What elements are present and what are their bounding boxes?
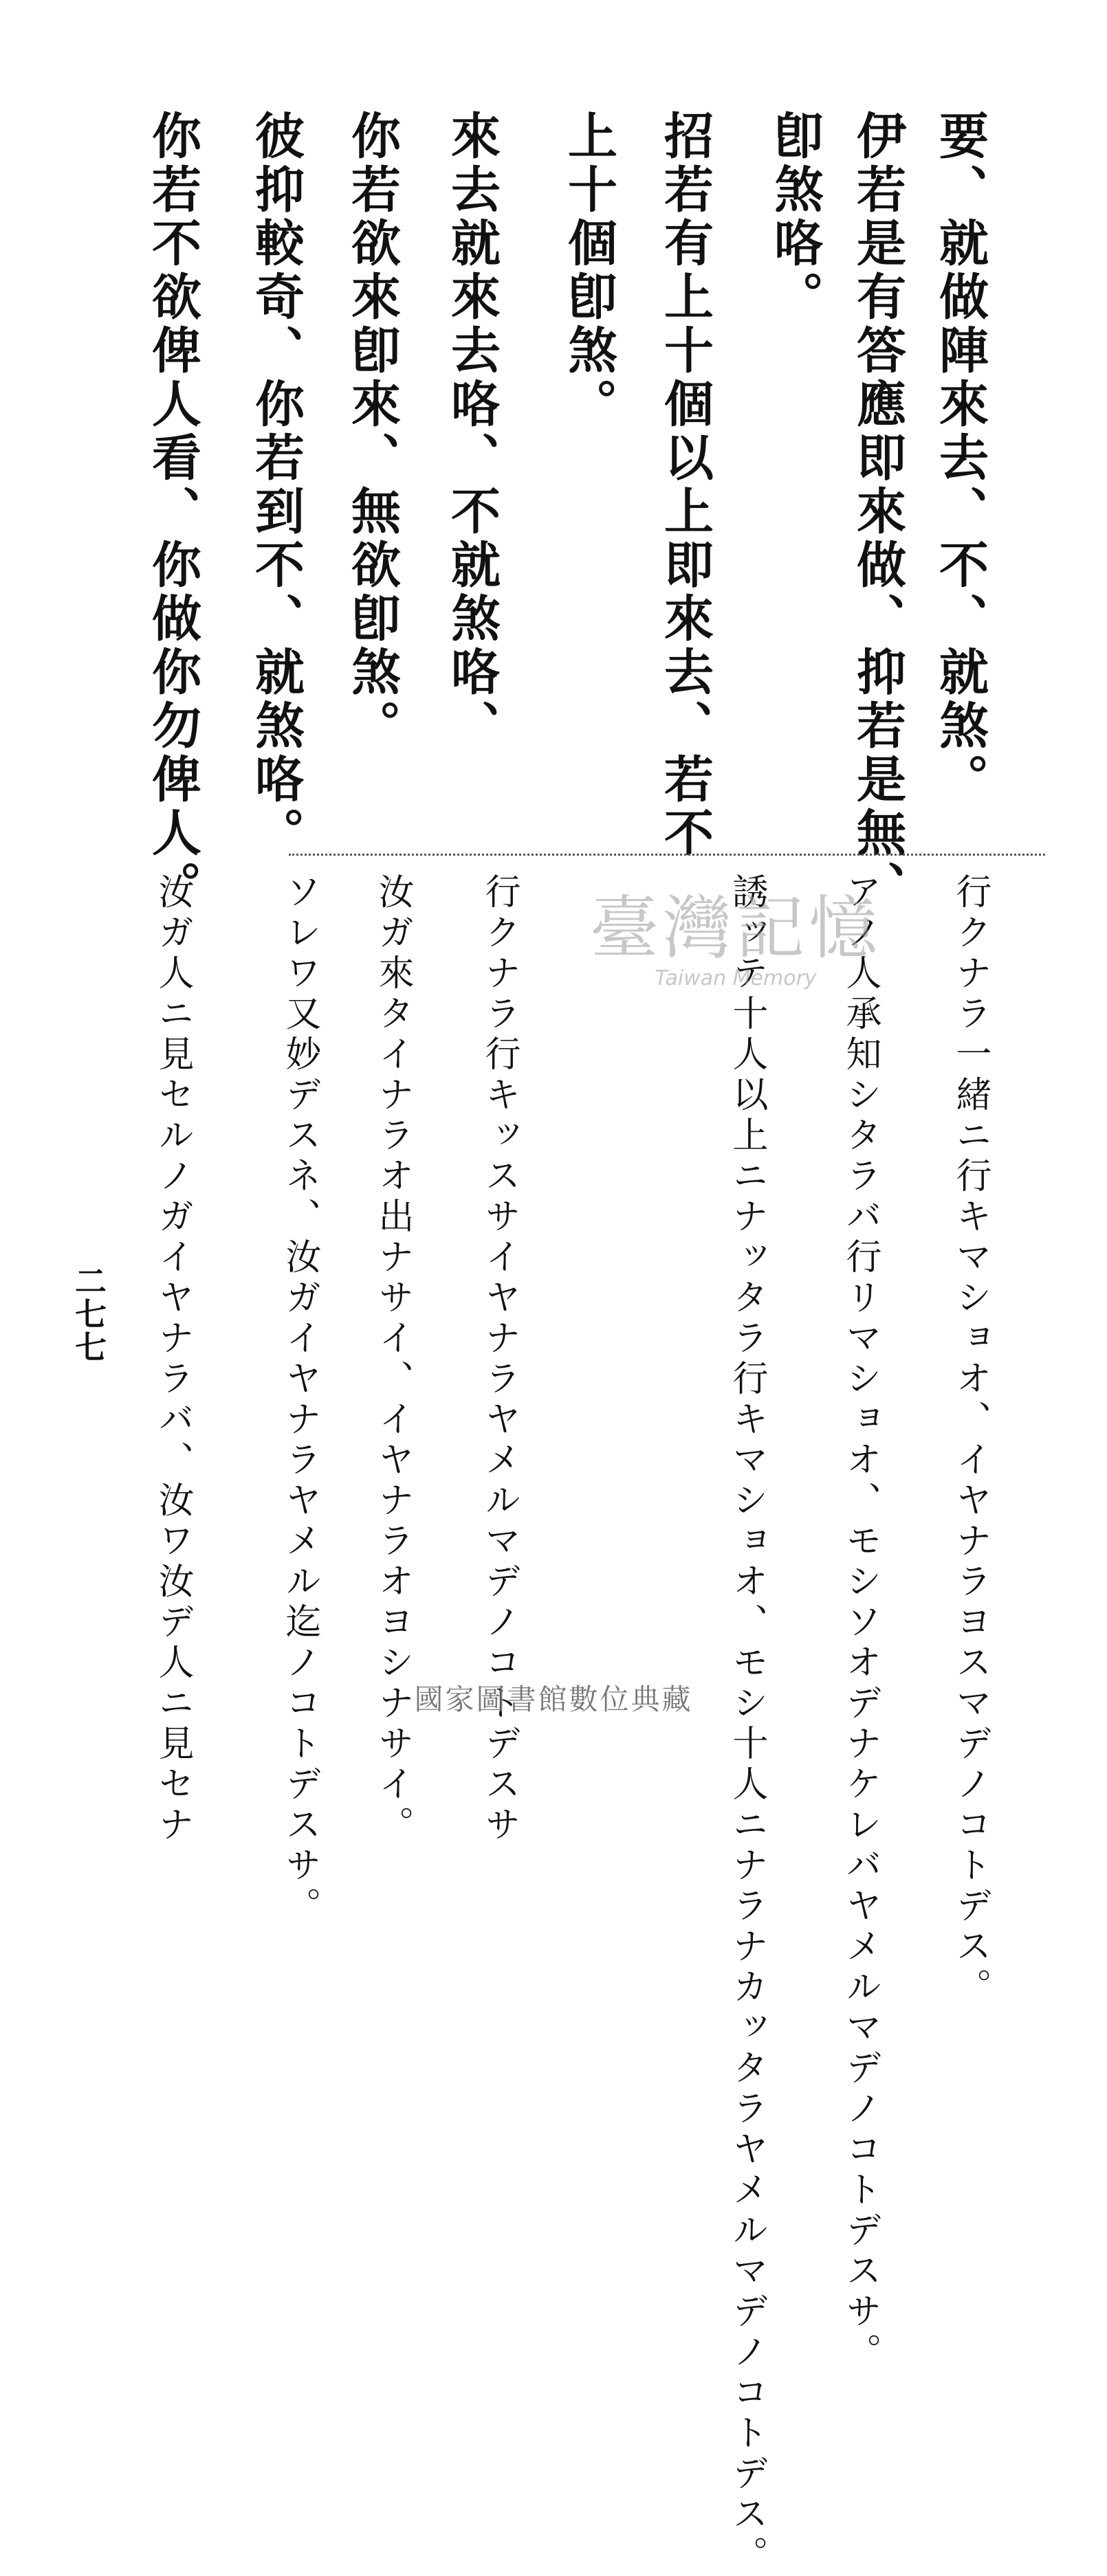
watermark-chinese: 臺灣記憶 — [590, 888, 881, 968]
japanese-column-5: 汝ガ來タイナラオ出ナサイ、イヤナラオヨシナサイ。 — [372, 873, 413, 1846]
chinese-column-2: 伊若是有答應即來做、抑若是無、 — [848, 110, 907, 914]
chinese-column-4: 招若有上十個以上即來去、若不 — [656, 110, 714, 860]
japanese-column-1: 行クナラ一緒ニ行キマショオ、イヤナラヨスマデノコトデス。 — [950, 873, 991, 2008]
chinese-column-7: 你若欲來卽來、無欲卽煞。 — [343, 110, 402, 753]
chinese-column-1: 要、就做陣來去、不、就煞。 — [931, 110, 989, 807]
japanese-column-7: 汝ガ人ニ見セルノガイヤナラバ、汝ワ汝デ人ニ見セナ — [152, 873, 193, 1846]
japanese-column-2: アノ人承知シタラバ行リマショオ、モシソオデナケレバヤメルマデノコトデスサ。 — [840, 873, 881, 2373]
watermark-english: Taiwan Memory — [655, 966, 817, 990]
watermark-logo — [543, 873, 928, 990]
japanese-column-3: 誘ッテ十人以上ニナッタラ行キマショオ、モシ十人ニナラナカッタラヤメルマデノコトデス。 — [726, 873, 767, 2576]
footer-source: 國家圖書館數位典藏 — [414, 1683, 693, 1716]
japanese-column-6: ソレワ又妙デスネ、汝ガイヤナラヤメル迄ノコトデスサ。 — [279, 873, 320, 1927]
chinese-column-6: 來去就來去咯、不就煞咯、 — [443, 110, 501, 753]
chinese-column-3: 卽煞咯。 — [766, 110, 824, 324]
japanese-column-4: 行クナラ行キッスサイヤナラヤメルマデノコトデスサ — [479, 873, 520, 1846]
page-number: 二七七 — [70, 1265, 107, 1364]
chinese-column-8: 彼抑較奇、你若到不、就煞咯。 — [247, 110, 305, 860]
section-divider — [289, 854, 1045, 856]
chinese-column-5: 上十個卽煞。 — [560, 110, 618, 432]
chinese-column-9: 你若不欲俾人看、你做你勿俾人。 — [144, 110, 202, 914]
